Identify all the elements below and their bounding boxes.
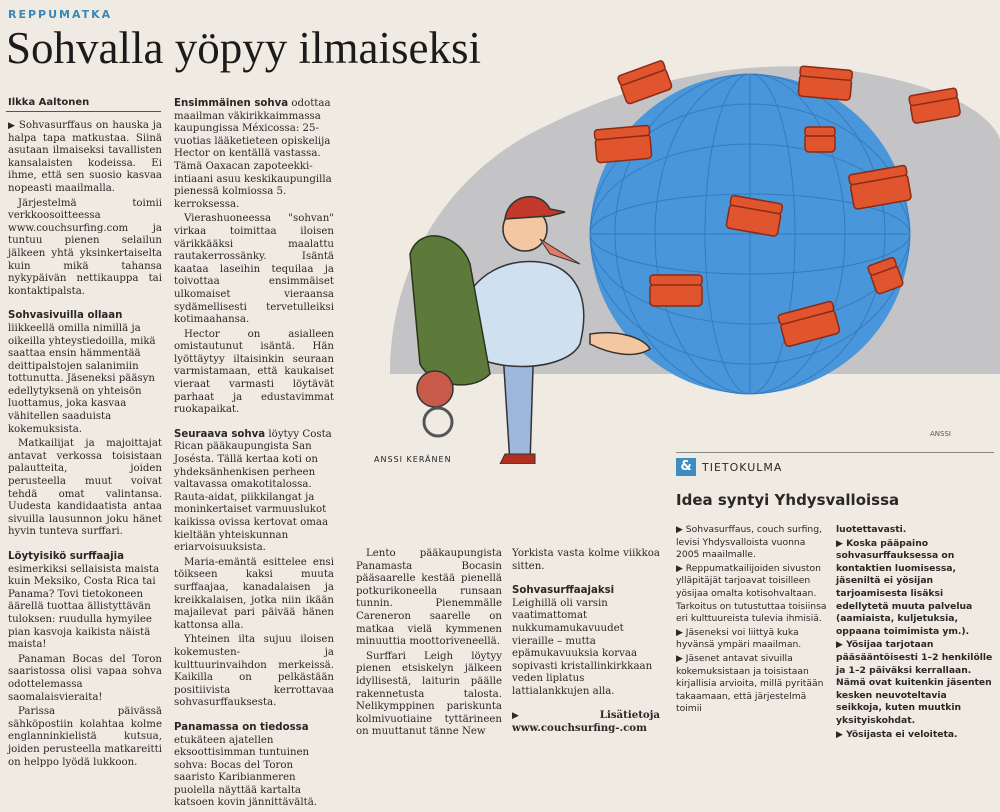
paragraph: Järjestelmä toimii verkkoosoitteessa www.couchsurfing.com ja tuntuu pienen selailun jälkeen yhtä yksinkertaiselta kuin mikä tahansa nykypäivän nettikauppa tai kontaktipalsta. <box>8 197 162 297</box>
info-link: ▶ Lisätietoja www.couchsurfing-.com <box>512 708 660 735</box>
paragraph: Parissa päivässä sähköpostiin kolahtaa kolme englanninkielistä kutsua, joiden perusteella matkareitti on helppo lyödä lukkoon. <box>8 706 162 768</box>
paragraph: Vierashuoneessa "sohvan" virkaa toimittaa iloisen värikkääksi maalattu rautakerrossänky. Isäntä kaataa laseihin tequilaa ja toivottaa ensimmäiset ulkomaiset vieraansa sydämellisesti tervetulleiksi kotimaahansa. <box>174 213 334 326</box>
bullet-arrow-icon: ▶ <box>676 653 686 664</box>
info-box-label: TIETOKULMA <box>702 461 783 474</box>
bullet-arrow-icon: ▶ <box>8 121 19 131</box>
article-column-4: Yorkista vasta kolme viikkoa sitten. Sohvasurffaajaksi Leighillä oli varsin vaatimattomat nukkumamukavuudet vieraille – mutta epämukavuuksia korvaa sopivasti kristallinkirkkaan veden liplatus lattialankkujen alla. ▶ Lisätietoja www.couchsurfing-.com <box>512 548 660 735</box>
bullet-arrow-icon: ▶ <box>836 538 847 549</box>
list-item: ▶ Jäseneksi voi liittyä kuka hyvänsä ympäri maailman. <box>676 626 802 651</box>
byline-rule <box>6 111 161 112</box>
list-item: ▶ Jäsenet antavat sivuilla kokemuksistaan ja toisistaan kirjallisia arvioita, millä pyritään takaamaan, että järjestelmä toimii <box>676 652 824 715</box>
article-column-3 <box>356 548 502 741</box>
list-item: ▶ Sohvasurffaus, couch surfing, levisi Yhdysvalloista vuonna 2005 maailmalle. <box>676 524 822 561</box>
info-box-column-2 <box>836 524 994 742</box>
section-kicker: REPPUMATKA <box>8 8 113 21</box>
paragraph: Lento pääkaupungista Panamasta Bocasin pääsaarelle kestää pienellä potkurikoneella runsaan tunnin. Pienemmälle Careneron saarelle on matkaa vielä kymmenen minuuttia moottoriveneellä. <box>356 548 502 648</box>
subheading: Sohvasivuilla ollaan <box>8 310 123 322</box>
paragraph: Maria-emäntä esittelee ensi töikseen kaksi muuta surffaajaa, kanadalaisen ja kreikkalaisen, jotka niin ikään majailevat pari päivää hänen kattonsa alla. <box>174 556 334 631</box>
page-title: Sohvalla yöpyy ilmaiseksi <box>6 23 481 73</box>
byline: Ilkka Aaltonen <box>8 97 90 108</box>
illustration-signature: ANSSI <box>930 430 951 438</box>
bullet-arrow-icon: ▶ <box>676 563 686 574</box>
paragraph: Matkailijat ja majoittajat antavat verkossa toisistaan palautteita, joiden perusteella muut voivat tehdä omat valintansa. Uudesta kandidaatista antaa sivuilla lausunnon joku hänet hyvin tunteva surffari. <box>8 438 162 538</box>
paragraph: Hector on asialleen omistautunut isäntä. Hän lyöttäytyy iltaisinkin seuraan varmistamaan, että kaukaiset vieraat varmasti löytävät parhaat ja edustavimmat ruokapaikat. <box>174 328 334 416</box>
paragraph: Surffari Leigh löytyy pienen etsiskelyn jälkeen idyllisestä, laiturin päälle rakennetusta talosta. Nelikymppinen pariskunta kolmivuotiaine tyttärineen on muuttanut tänne New <box>356 650 502 738</box>
info-box <box>676 452 994 740</box>
bullet-arrow-icon: ▶ <box>512 710 600 721</box>
traveler-illustration <box>350 44 1000 464</box>
paragraph: Panaman Bocas del Toron saaristossa olisi vapaa sohva odottelemassa saomalaisvieraita! <box>8 653 162 703</box>
bullet-arrow-icon: ▶ <box>836 640 847 651</box>
sofa-icon <box>805 127 835 152</box>
article-column-1: ▶ Sohvasurffaus on hauska ja halpa tapa matkustaa. Siinä asutaan ilmaiseksi tavallisten kansalaisten kodeissa. Ei ihme, että sen suosio kasvaa nopeasti maailmalla. Järjestelmä toimii verkkoosoitteessa www.couchsurfing.com ja tuntuu pienen selailun jälkeen yhtä yksinkertaiselta kuin mikä tahansa nykypäivän nettikauppa tai kontaktipalsta. Sohvasivuilla ollaan liikkeellä omilla nimillä ja oikeilla yhteystiedoilla, mikä saattaa ensin hämmentää deittipalstojen salanimiin tottunutta. Jäseneksi pääsyn edellytyksenä on yhteisön luottamus, joka kasvaa vähitellen saaduista kokemuksista. Matkailijat ja majoittajat antavat verkossa toisistaan palautteita, joiden perusteella muut voivat tehdä omat valintansa. Uudesta kandidaatista antaa sivuilla lausunnon joku hänet hyvin tunteva surffari. Löytyisikö surffaajia esimerkiksi sellaisista maista kuin Meksiko, Costa Rica tai Panama? Tovi tietokoneen äärellä tuottaa ällistyttävän tuloksen: ruudulla hymyilee pian kasvoja kaikista näistä maista! Panaman Bocas del Toron saaristossa olisi vapaa sohva odottelemassa saomalaisvieraita! Parissa päivässä sähköpostiin kolahtaa kolme englanninkielistä kutsua, joiden perusteella matkareitti on helppo lyödä lukkoon. <box>8 120 162 768</box>
paragraph: Yorkista vasta kolme viikkoa sitten. <box>512 548 660 572</box>
subheading: Seuraava sohva <box>174 428 266 440</box>
paragraph: ▶ Sohvasurffaus on hauska ja halpa tapa matkustaa. Siinä asutaan ilmaiseksi tavallisten kansalaisten kodeissa. Ei ihme, että sen suosio kasvaa nopeasti maailmalla. <box>8 120 162 194</box>
bullet-arrow-icon: ▶ <box>836 729 847 740</box>
subheading: Ensimmäinen sohva <box>174 98 289 109</box>
bullet-arrow-icon: ▶ <box>676 627 686 638</box>
subheading: Panamassa on tiedossa <box>174 721 309 733</box>
sofa-icon <box>798 66 852 100</box>
list-item: ▶ Koska pääpaino sohvasurffauksessa on kontaktien luomisessa, jäseniltä ei yösijan tarjoamisesta lisäksi edellytetä muuta palvelua (aamiaista, kuljetuksia, oppaana toimimista ym.). <box>836 537 973 637</box>
article-column-2: Ensimmäinen sohva odottaa maailman väkirikkaimmassa kaupungissa Méxicossa: 25-vuotias lääketieteen opiskelija Hector on kentällä vastassa. Tämä Oaxacan zapoteekki-intiaani asuu keskikaupungilla pienessä kolmiossa 5. kerroksessa. Vierashuoneessa "sohvan" virkaa toimittaa iloisen värikkääksi maalattu rautakerrossänky. Isäntä kaataa laseihin tequilaa ja toivottaa ensimmäiset ulkomaiset vieraansa sydämellisesti tervetulleiksi kotimaahansa. Hector on asialleen omistautunut isäntä. Hän lyöttäytyy iltaisinkin seuraan varmistamaan, että kaukaiset vieraat varmasti löytävät parhaat ja edustavimmat ruokapaikat. Seuraava sohva löytyy Costa Rican pääkaupungista San Josésta. Tällä kertaa koti on yhdeksänhenkisen perheen valtavassa omakotitalossa. Rauta-aidat, piikkilangat ja moninkertaiset varmuuslukot kaikissa ovissa kertovat omaa kieltään yhteiskunnan eriarvoisuuksista. Maria-emäntä esittelee ensi töikseen kaksi muuta surffaajaa, kanadalaisen ja kreikkalaisen, jotka niin ikään majailevat pari päivää hänen kattonsa alla. Yhteinen ilta sujuu iloisen kokemusten- ja kulttuurinvaihdon merkeissä. Kaikilla on pelkästään positiivista kerrottavaa sohvasurffauksesta. Panamassa on tiedossa etukäteen ajatellen eksoottisimman tuntuinen sohva: Bocas del Toron saaristo Karibianmeren puolella näyttää kartalta katsoen kovin jännittävältä. <box>174 98 334 809</box>
sofa-icon <box>594 125 652 163</box>
list-item: ▶ Yösijaa tarjotaan pääsääntöisesti 1–2 henkilölle ja 1–2 päiväksi kerrallaan. Nämä ovat kuitenkin jäsenten kesken neuvoteltavia seikkoja, kuten muutkin yksityiskohdat. <box>836 639 993 726</box>
subheading: Sohvasurffaajaksi <box>512 585 615 597</box>
list-item: ▶ Reppumatkailijoiden sivuston ylläpitäjät tarjoavat toisilleen yösijaa omalta kotisohvaltaan. Tarkoitus on tutustuttaa toisiinsa eri kulttuureista tulevia ihmisiä. <box>676 562 827 625</box>
list-item: ▶ Yösijasta ei veloiteta. <box>836 728 958 740</box>
subheading: Löytyisikö surffaajia <box>8 551 124 562</box>
info-box-column-1 <box>676 524 830 717</box>
list-item: luotettavasti. <box>836 524 907 535</box>
illustration-credit: ANSSI KERÄNEN <box>374 455 452 464</box>
sofa-icon <box>650 275 702 306</box>
paragraph: Yhteinen ilta sujuu iloisen kokemusten- ja kulttuurinvaihdon merkeissä. Kaikilla on pelkästään positiivista kerrottavaa sohvasurffauksesta. <box>174 634 334 709</box>
bullet-arrow-icon: ▶ <box>676 525 686 535</box>
info-box-title: Idea syntyi Yhdysvalloissa <box>676 491 900 509</box>
ampersand-logo-icon: & <box>676 458 696 476</box>
